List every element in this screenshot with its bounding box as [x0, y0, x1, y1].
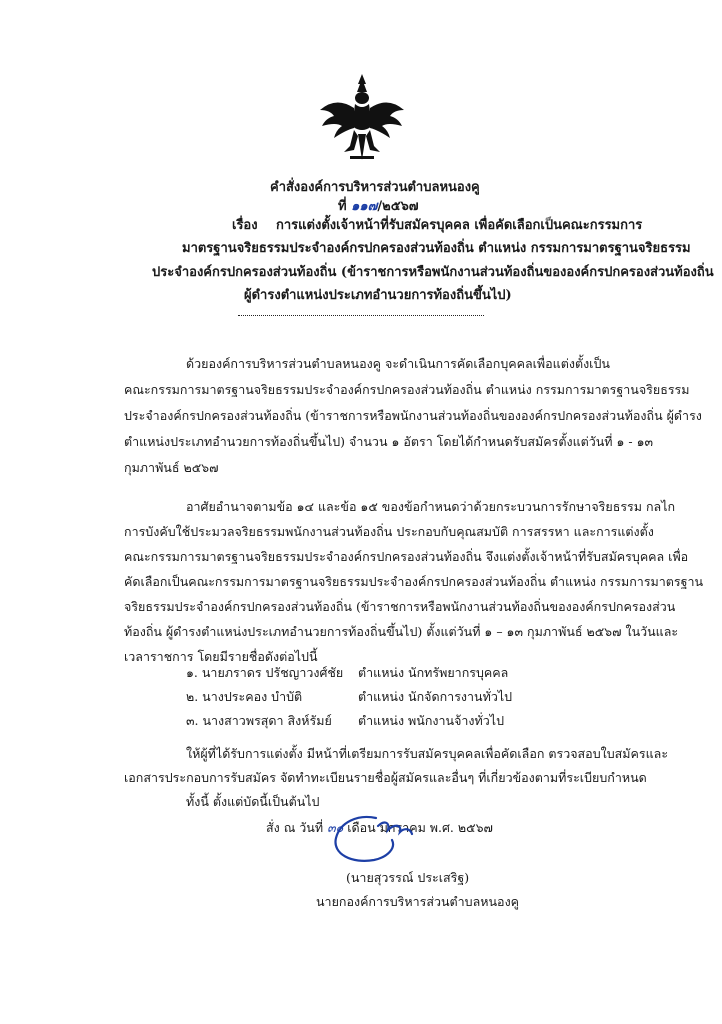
paragraph-line: ท้องถิ่น ผู้ดำรงตำแหน่งประเภทอำนวยการท้องถิ่นขึ้นไป) ตั้งแต่วันที่ ๑ – ๑๓ กุมภาพันธ์ ๒๕๖๗ ในวันและ	[124, 624, 679, 639]
garuda-emblem	[314, 70, 410, 166]
order-number	[338, 195, 419, 216]
subject-line: ผู้ดำรงตำแหน่งประเภทอำนวยการท้องถิ่นขึ้นไป)	[244, 288, 512, 303]
staff-position: ตำแหน่ง นักทรัพยากรบุคคล	[358, 665, 509, 680]
paragraph-line: คณะกรรมการมาตรฐานจริยธรรมประจำองค์กรปกครองส่วนท้องถิ่น ตำแหน่ง กรรมการมาตรฐานจริยธรรม	[124, 382, 690, 397]
paragraph-line: กุมภาพันธ์ ๒๕๖๗	[124, 460, 219, 475]
staff-name: ๑. นายภราดร ปรัชญาวงศ์ชัย	[186, 665, 344, 680]
signatory-title: นายกองค์การบริหารส่วนตำบลหนองคู	[316, 894, 520, 909]
separator-rule	[238, 315, 484, 316]
paragraph-line: จริยธรรมประจำองค์กรปกครองส่วนท้องถิ่น (ข้าราชการหรือพนักงานส่วนท้องถิ่นขององค์กรปกครองส่วน	[124, 599, 676, 614]
order-title: คำสั่งองค์การบริหารส่วนตำบลหนองคู	[270, 180, 480, 195]
subject-label: เรื่อง	[232, 218, 258, 233]
order-date-prefix: สั่ง ณ วันที่	[266, 820, 324, 835]
effective-statement: ทั้งนี้ ตั้งแต่บัดนี้เป็นต้นไป	[186, 794, 320, 809]
order-number-year: /๒๕๖๗	[377, 199, 419, 214]
paragraph-line: เอกสารประกอบการรับสมัคร จัดทำทะเบียนรายชื่อผู้สมัครและอื่นๆ ที่เกี่ยวข้องตามที่ระเบียบกำหนด	[124, 770, 647, 785]
signature-scribble	[318, 812, 438, 868]
staff-name: ๒. นางประคอง บำบัติ	[186, 689, 303, 704]
order-date-suffix: เดือน มกราคม พ.ศ. ๒๕๖๗	[347, 820, 493, 835]
paragraph-line: คณะกรรมการมาตรฐานจริยธรรมประจำองค์กรปกครองส่วนท้องถิ่น จึงแต่งตั้งเจ้าหน้าที่รับสมัครบุคคล เพื่อ	[124, 549, 689, 564]
paragraph-line: อาศัยอำนาจตามข้อ ๑๔ และข้อ ๑๕ ของข้อกำหนดว่าด้วยกระบวนการรักษาจริยธรรม กลไก	[186, 499, 676, 514]
paragraph-line: ประจำองค์กรปกครองส่วนท้องถิ่น (ข้าราชการหรือพนักงานส่วนท้องถิ่นขององค์กรปกครองส่วนท้องถิ่น ผู้ดำรง	[124, 408, 702, 423]
subject-line: ประจำองค์กรปกครองส่วนท้องถิ่น (ข้าราชการหรือพนักงานส่วนท้องถิ่นขององค์กรปกครองส่วนท้องถิ่น	[152, 265, 714, 280]
staff-position: ตำแหน่ง นักจัดการงานทั่วไป	[358, 689, 513, 704]
order-number-value: ๑๑๗	[351, 199, 378, 214]
paragraph-line: ตำแหน่งประเภทอำนวยการท้องถิ่นขึ้นไป) จำนวน ๑ อัตรา โดยได้กำหนดรับสมัครตั้งแต่วันที่ ๑ - ๑๓	[124, 434, 654, 449]
paragraph-line: เวลาราชการ โดยมีรายชื่อดังต่อไปนี้	[124, 649, 318, 664]
order-date-day: ๓๐	[327, 820, 344, 835]
staff-name: ๓. นางสาวพรสุดา สิงห์รัมย์	[186, 713, 332, 728]
order-number-prefix: ที่	[338, 199, 347, 214]
subject-line: มาตรฐานจริยธรรมประจำองค์กรปกครองส่วนท้องถิ่น ตำแหน่ง กรรมการมาตรฐานจริยธรรม	[182, 241, 691, 256]
paragraph-line: ให้ผู้ที่ได้รับการแต่งตั้ง มีหน้าที่เตรียมการรับสมัครบุคคลเพื่อคัดเลือก ตรวจสอบใบสมัครและ	[186, 746, 669, 761]
signatory-name: (นายสุวรรณ์ ประเสริฐ)	[346, 870, 470, 885]
staff-position: ตำแหน่ง พนักงานจ้างทั่วไป	[358, 713, 505, 728]
paragraph-line: การบังคับใช้ประมวลจริยธรรมพนักงานส่วนท้องถิ่น ประกอบกับคุณสมบัติ การสรรหา และการแต่งตั้ง	[124, 524, 654, 539]
paragraph-line: คัดเลือกเป็นคณะกรรมการมาตรฐานจริยธรรมประจำองค์กรปกครองส่วนท้องถิ่น ตำแหน่ง กรรมการมาตรฐาน	[124, 574, 704, 589]
paragraph-line: ด้วยองค์การบริหารส่วนตำบลหนองคู จะดำเนินการคัดเลือกบุคคลเพื่อแต่งตั้งเป็น	[186, 356, 610, 371]
subject-line: การแต่งตั้งเจ้าหน้าที่รับสมัครบุคคล เพื่อคัดเลือกเป็นคณะกรรมการ	[276, 218, 643, 233]
